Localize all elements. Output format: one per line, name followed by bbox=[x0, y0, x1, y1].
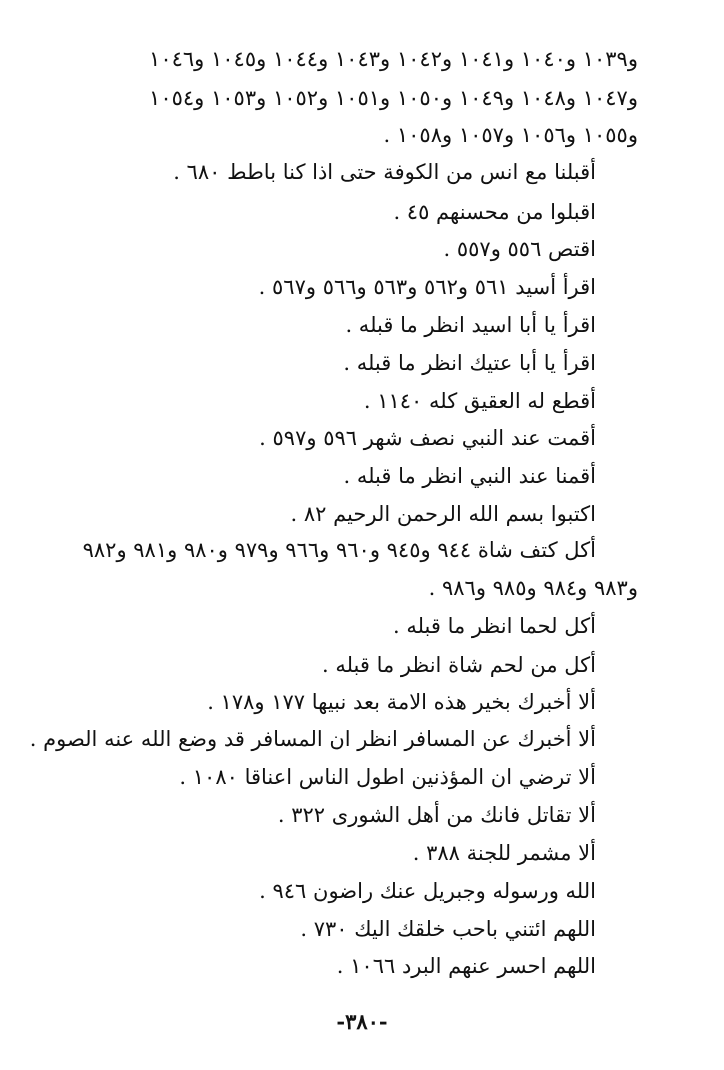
index-line: اقرأ أسيد ٥٦١ و٥٦٢ و٥٦٣ و٥٦٦ و٥٦٧ . bbox=[258, 275, 596, 299]
index-line: اكتبوا بسم الله الرحمن الرحيم ٨٢ . bbox=[290, 502, 596, 526]
index-line: و١٠٣٩ و١٠٤٠ و١٠٤١ و١٠٤٢ و١٠٤٣ و١٠٤٤ و١٠٤٥ و١٠٤٦ bbox=[149, 47, 638, 71]
index-line: اقبلوا من محسنهم ٤٥ . bbox=[393, 200, 596, 224]
index-line: أقطع له العقيق كله ١١٤٠ . bbox=[363, 389, 596, 413]
page-number: -٣٨٠- bbox=[336, 1009, 388, 1034]
index-line: اقتص ٥٥٦ و٥٥٧ . bbox=[443, 237, 596, 261]
index-line: ألا ترضي ان المؤذنين اطول الناس اعناقا ١٠٨٠ . bbox=[179, 765, 596, 789]
index-line: أكل لحما انظر ما قبله . bbox=[392, 614, 596, 638]
index-line: الله ورسوله وجبريل عنك راضون ٩٤٦ . bbox=[259, 879, 596, 903]
index-line: اللهم احسر عنهم البرد ١٠٦٦ . bbox=[336, 954, 596, 978]
index-line: و١٠٤٧ و١٠٤٨ و١٠٤٩ و١٠٥٠ و١٠٥١ و١٠٥٢ و١٠٥٣ و١٠٥٤ bbox=[149, 86, 638, 110]
index-line: اقرأ يا أبا اسيد انظر ما قبله . bbox=[345, 313, 596, 337]
index-line: اقرأ يا أبا عتيك انظر ما قبله . bbox=[343, 351, 596, 375]
index-line: و٩٨٣ و٩٨٤ و٩٨٥ و٩٨٦ . bbox=[428, 576, 638, 600]
index-line: أقبلنا مع انس من الكوفة حتى اذا كنا باطط ٦٨٠ . bbox=[173, 160, 596, 184]
index-line: أكل كتف شاة ٩٤٤ و٩٤٥ و٩٦٠ و٩٦٦ و٩٧٩ و٩٨٠ و٩٨١ و٩٨٢ bbox=[82, 538, 596, 562]
index-line: اللهم ائتني باحب خلقك اليك ٧٣٠ . bbox=[300, 917, 596, 941]
index-line: ألا أخبرك عن المسافر انظر ان المسافر قد وضع الله عنه الصوم . bbox=[29, 727, 596, 751]
index-line: ألا أخبرك بخير هذه الامة بعد نبيها ١٧٧ و١٧٨ . bbox=[207, 690, 596, 714]
index-line: ألا تقاتل فانك من أهل الشورى ٣٢٢ . bbox=[277, 803, 596, 827]
index-line: أقمت عند النبي نصف شهر ٥٩٦ و٥٩٧ . bbox=[259, 426, 596, 450]
index-line: أقمنا عند النبي انظر ما قبله . bbox=[343, 464, 596, 488]
index-line: أكل من لحم شاة انظر ما قبله . bbox=[321, 653, 596, 677]
index-line: ألا مشمر للجنة ٣٨٨ . bbox=[412, 841, 596, 865]
index-line: و١٠٥٥ و١٠٥٦ و١٠٥٧ و١٠٥٨ . bbox=[383, 123, 638, 147]
